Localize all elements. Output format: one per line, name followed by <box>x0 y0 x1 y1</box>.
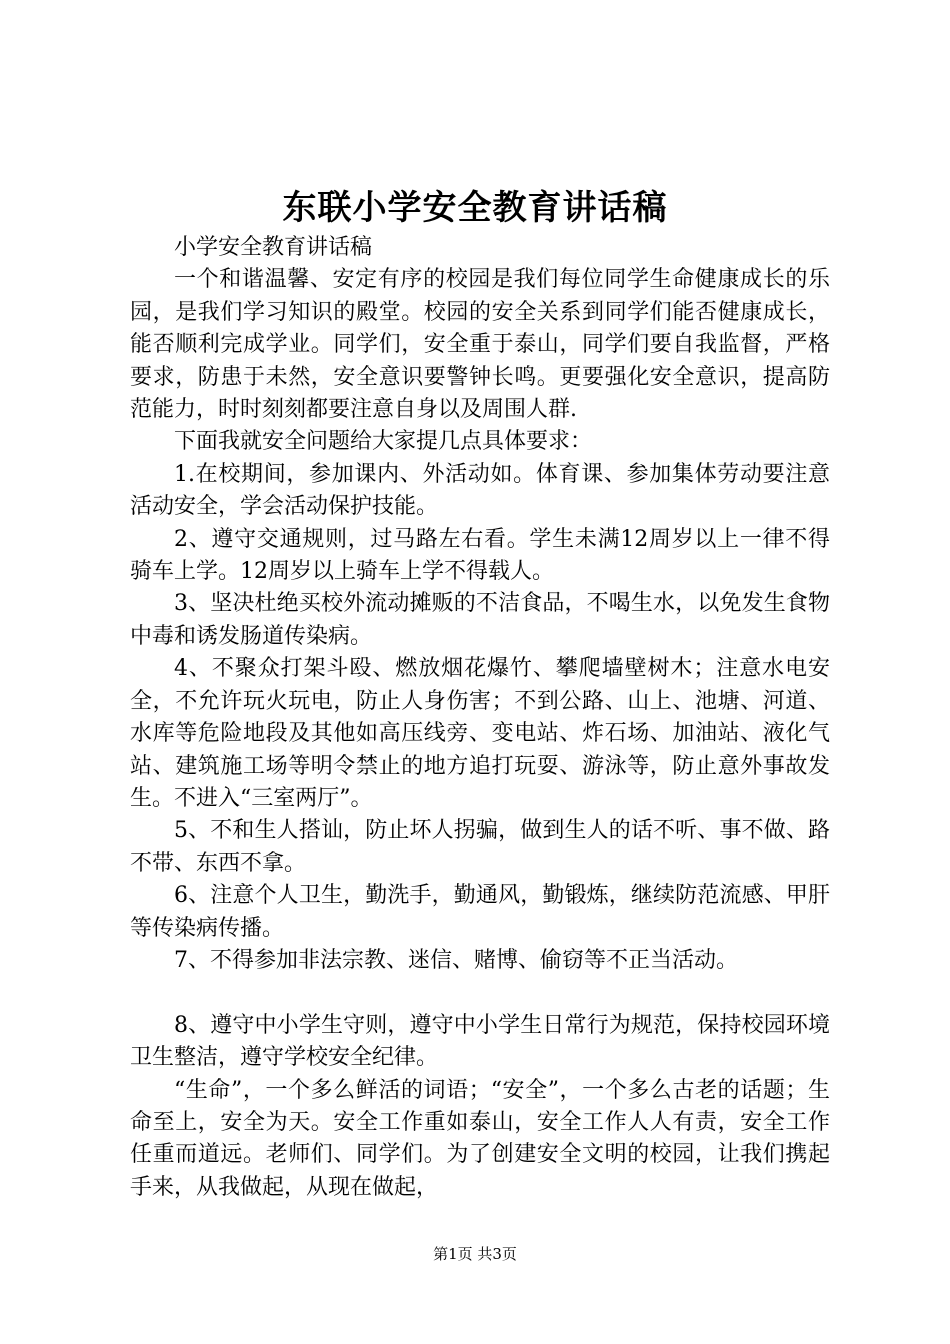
page-title: 东联小学安全教育讲话稿 <box>282 188 668 228</box>
paragraph-requirements-lead: 下面我就安全问题给大家提几点具体要求： <box>174 429 593 455</box>
paragraph-item-7: 7、不得参加非法宗教、迷信、赌博、偷窃等不正当活动。 <box>174 947 738 973</box>
paragraph-item-2: 2、遵守交通规则，过马路左右看。学生未满12周岁以上一律不得骑车上学。12周岁以上骑车上学不得载人。 <box>130 526 830 585</box>
paragraph-item-1: 1.在校期间，参加课内、外活动如。体育课、参加集体劳动要注意活动安全，学会活动保护技能。 <box>130 461 830 520</box>
paragraph-item-8: 8、遵守中小学生守则，遵守中小学生日常行为规范，保持校园环境卫生整洁，遵守学校安全纪律。 <box>130 1012 830 1071</box>
paragraph-item-5: 5、不和生人搭讪，防止坏人拐骗，做到生人的话不听、事不做、路不带、东西不拿。 <box>130 818 830 876</box>
paragraph-item-4: 4、不聚众打架斗殴、燃放烟花爆竹、攀爬墙壁树木；注意水电安全，不允许玩火玩电，防止人身伤害；不到公路、山上、池塘、河道、水库等危险地段及其他如高压线旁、变电站、炸石场、加油站、液化气站、建筑施工场等明令禁止的地方追打玩耍、游泳等，防止意外事故发生。不进入“三室两厅”。 <box>130 656 830 811</box>
paragraph-subtitle: 小学安全教育讲话稿 <box>174 235 373 260</box>
paragraph-intro: 一个和谐温馨、安定有序的校园是我们每位同学生命健康成长的乐园，是我们学习知识的殿堂。校园的安全关系到同学们能否健康成长，能否顺利完成学业。同学们，安全重于泰山，同学们要自我监督，严格要求，防患于未然，安全意识要警钟长鸣。更要强化安全意识，提高防范能力，时时刻刻都要注意自身以及周围人群. <box>130 267 830 423</box>
paragraph-item-6: 6、注意个人卫生，勤洗手，勤通风，勤锻炼，继续防范流感、甲肝等传染病传播。 <box>130 883 830 941</box>
paragraph-item-3: 3、坚决杜绝买校外流动摊贩的不洁食品，不喝生水，以免发生食物中毒和诱发肠道传染病。 <box>130 591 830 649</box>
document-body <box>130 232 830 1204</box>
page-footer: 第1页 共3页 <box>433 1245 517 1263</box>
paragraph-closing: “生命”，一个多么鲜活的词语；“安全”，一个多么古老的话题；生命至上，安全为天。安全工作重如泰山，安全工作人人有责，安全工作任重而道远。老师们、同学们。为了创建安全文明的校园，让我们携起手来，从我做起，从现在做起， <box>130 1077 830 1200</box>
